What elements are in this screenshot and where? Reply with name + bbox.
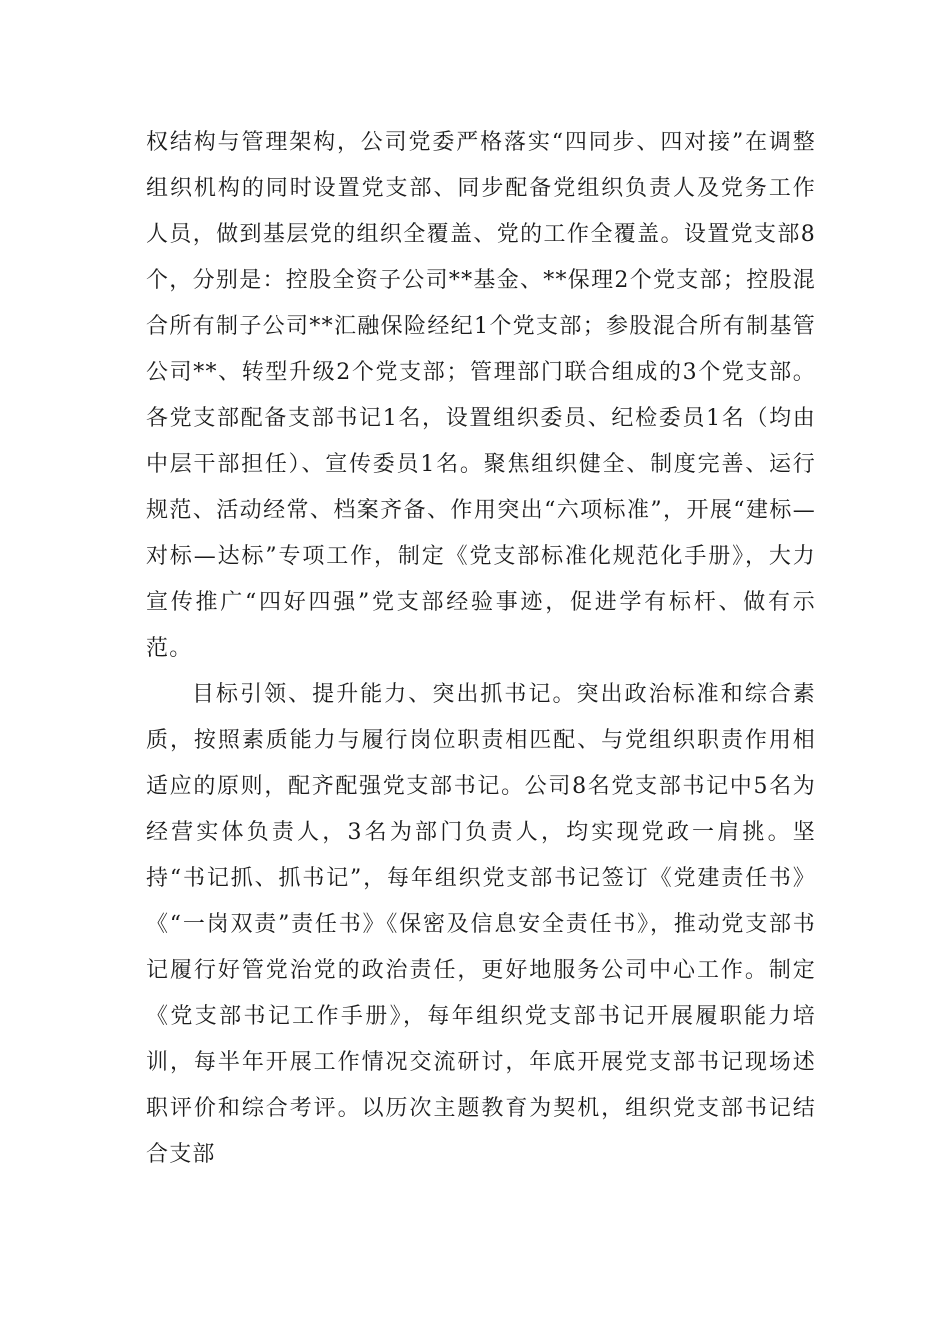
paragraph-party-branch-setup: 权结构与管理架构，公司党委严格落实“四同步、四对接”在调整组织机构的同时设置党支部、同步配备党组织负责人及党务工作人员，做到基层党的组织全覆盖、党的工作全覆盖。设置党支部8个，分别是：控股全资子公司**基金、**保理2个党支部；控股混合所有制子公司**汇融保险经纪1个党支部；参股混合所有制基管公司**、转型升级2个党支部；管理部门联合组成的3个党支部。各党支部配备支部书记1名，设置组织委员、纪检委员1名（均由中层干部担任）、宣传委员1名。聚焦组织健全、制度完善、运行规范、活动经常、档案齐备、作用突出“六项标准”，开展“建标—对标—达标”专项工作，制定《党支部标准化规范化手册》，大力宣传推广“四好四强”党支部经验事迹，促进学有标杆、做有示范。: [146, 130, 816, 661]
paragraph-branch-secretary: 目标引领、提升能力、突出抓书记。突出政治标准和综合素质，按照素质能力与履行岗位职责相匹配、与党组织职责作用相适应的原则，配齐配强党支部书记。公司8名党支部书记中5名为经营实体负责人，3名为部门负责人，均实现党政一肩挑。坚持“书记抓、抓书记”，每年组织党支部书记签订《党建责任书》《“一岗双责”责任书》《保密及信息安全责任书》，推动党支部书记履行好管党治党的政治责任，更好地服务公司中心工作。制定《党支部书记工作手册》，每年组织党支部书记开展履职能力培训，每半年开展工作情况交流研讨，年底开展党支部书记现场述职评价和综合考评。以历次主题教育为契机，组织党支部书记结合支部: [146, 682, 816, 1167]
document-body: [146, 120, 816, 1178]
